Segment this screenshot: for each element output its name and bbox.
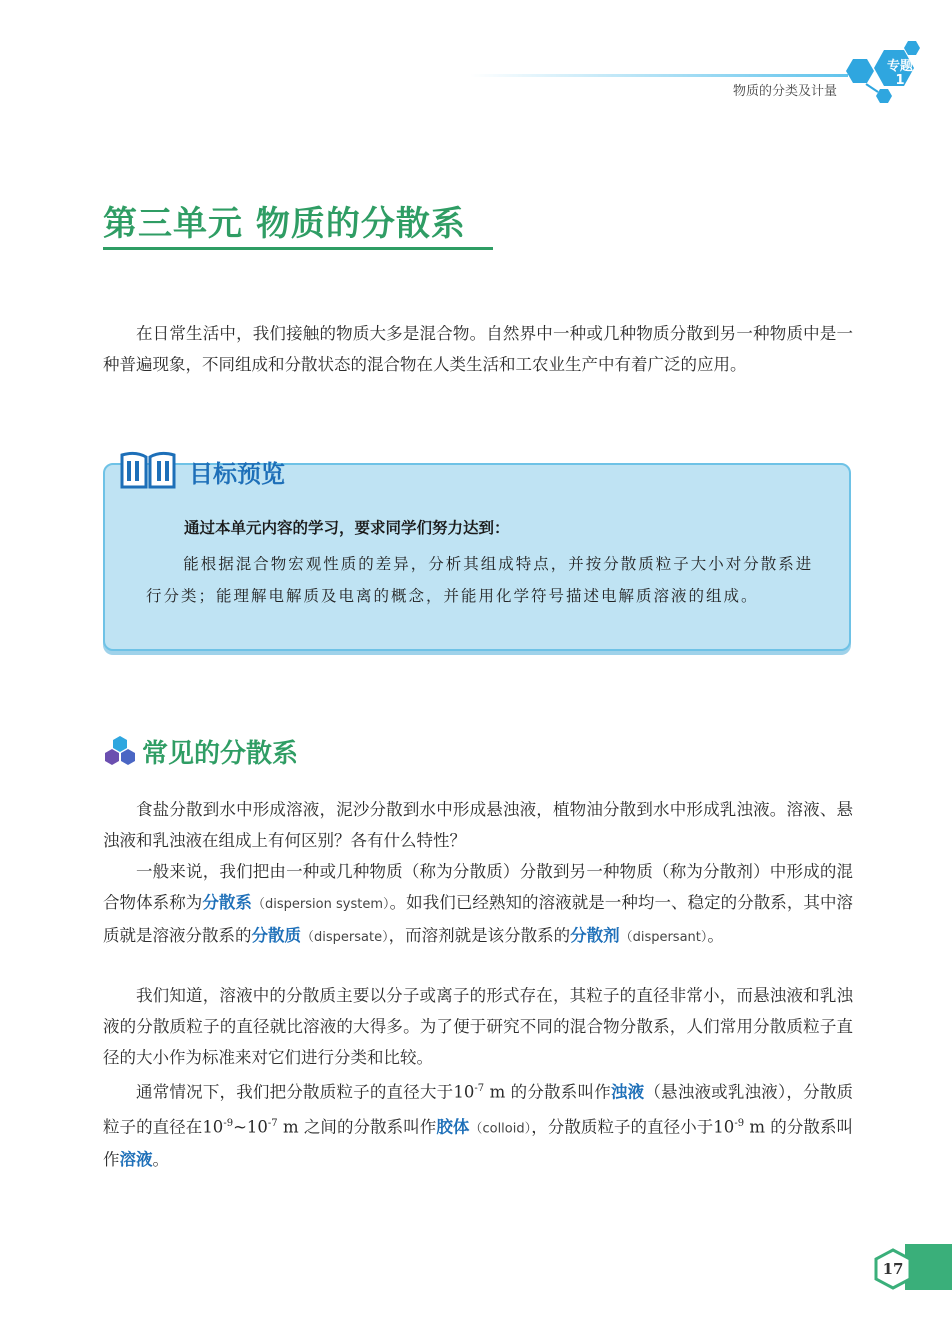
cubes-icon: [103, 733, 137, 767]
p4-text-a: 通常情况下，我们把分散质粒子的直径大于10: [136, 1082, 475, 1102]
paragraph-2: [103, 856, 853, 953]
p4-text-d: ~10: [233, 1117, 268, 1136]
chapter-tag: [874, 60, 926, 88]
p4-text-g: m 的分散系叫作: [103, 1117, 854, 1169]
term-dispersion-system: 分散系: [202, 893, 252, 912]
page-number: 17: [882, 1260, 904, 1278]
p2-text-a: 一般来说，我们把由一种或几种物质（称为分散质）分散到另一种物质（称为分散剂）中形成的混合物体系称为: [103, 862, 853, 912]
open-book-icon: [118, 447, 178, 491]
p4-sup-4: -9: [734, 1117, 745, 1129]
title-underline: [103, 247, 493, 250]
term-solution: 溶液: [119, 1150, 153, 1169]
p4-text-f: ，分散质粒子的直径小于10: [531, 1117, 735, 1136]
goal-body: 能根据混合物宏观性质的差异，分析其组成特点，并按分散质粒子大小对分散系进行分类；能理解电解质及电离的概念，并能用化学符号描述电解质溶液的组成。: [146, 555, 814, 605]
running-head: 物质的分类及计量: [732, 84, 837, 99]
term-colloid: 胶体: [436, 1117, 470, 1136]
paragraph-4: [103, 1073, 853, 1175]
p4-sup-3: -7: [267, 1117, 278, 1129]
goal-intro: 通过本单元内容的学习，要求同学们努力达到：: [184, 519, 510, 537]
section-title: 常见的分散系: [142, 739, 299, 769]
term-dispersate: 分散质: [251, 926, 301, 945]
p4-text-c: （悬浊液或乳浊液），分散质粒子的直径在10: [103, 1082, 854, 1136]
intro-paragraph: 在日常生活中，我们接触的物质大多是混合物。自然界中一种或几种物质分散到另一种物质中是一种普遍现象，不同组成和分散状态的混合物在人类生活和工农业生产中有着广泛的应用。: [103, 324, 853, 374]
chapter-tag-label: 专题: [886, 59, 913, 74]
unit-title: 第三单元 物质的分散系: [103, 204, 466, 244]
p2-text-b: 。如我们已经熟知的溶液就是一种均一、稳定的分散系，其中溶质就是溶液分散系的: [103, 893, 854, 945]
term-suspension: 浊液: [610, 1082, 645, 1102]
paragraph-3: 我们知道，溶液中的分散质主要以分子或离子的形式存在，其粒子的直径非常小，而悬浊液和乳浊液的分散质粒子的直径就比溶液的大得多。为了便于研究不同的混合物分散系，人们常用分散质粒子直径的大小作为标准来对它们进行分类和比较。: [103, 986, 853, 1067]
goal-heading: 目标预览: [189, 460, 285, 488]
p4-sup-1: -7: [474, 1083, 485, 1094]
en-dispersant: （dispersant）: [619, 930, 708, 945]
en-dispersate: （dispersate）: [301, 930, 389, 945]
p4-sup-2: -9: [223, 1117, 234, 1129]
term-dispersant: 分散剂: [570, 926, 620, 945]
en-dispersion-system: （dispersion system）: [251, 897, 390, 912]
p4-text-h: 。: [152, 1150, 169, 1169]
en-colloid: （colloid）: [469, 1121, 532, 1136]
paragraph-1: 食盐分散到水中形成溶液，泥沙分散到水中形成悬浊液，植物油分散到水中形成乳浊液。溶液、悬浊液和乳浊液在组成上有何区别？各有什么特性？: [103, 800, 853, 850]
chapter-tag-number: 1: [895, 73, 905, 88]
p2-text-d: 。: [707, 926, 724, 945]
p4-text-e: m 之间的分散系叫作: [277, 1117, 437, 1136]
p2-text-c: ，而溶剂就是该分散系的: [388, 926, 571, 945]
header-rule: [470, 74, 848, 77]
p4-text-b: m 的分散系叫作: [484, 1082, 611, 1102]
